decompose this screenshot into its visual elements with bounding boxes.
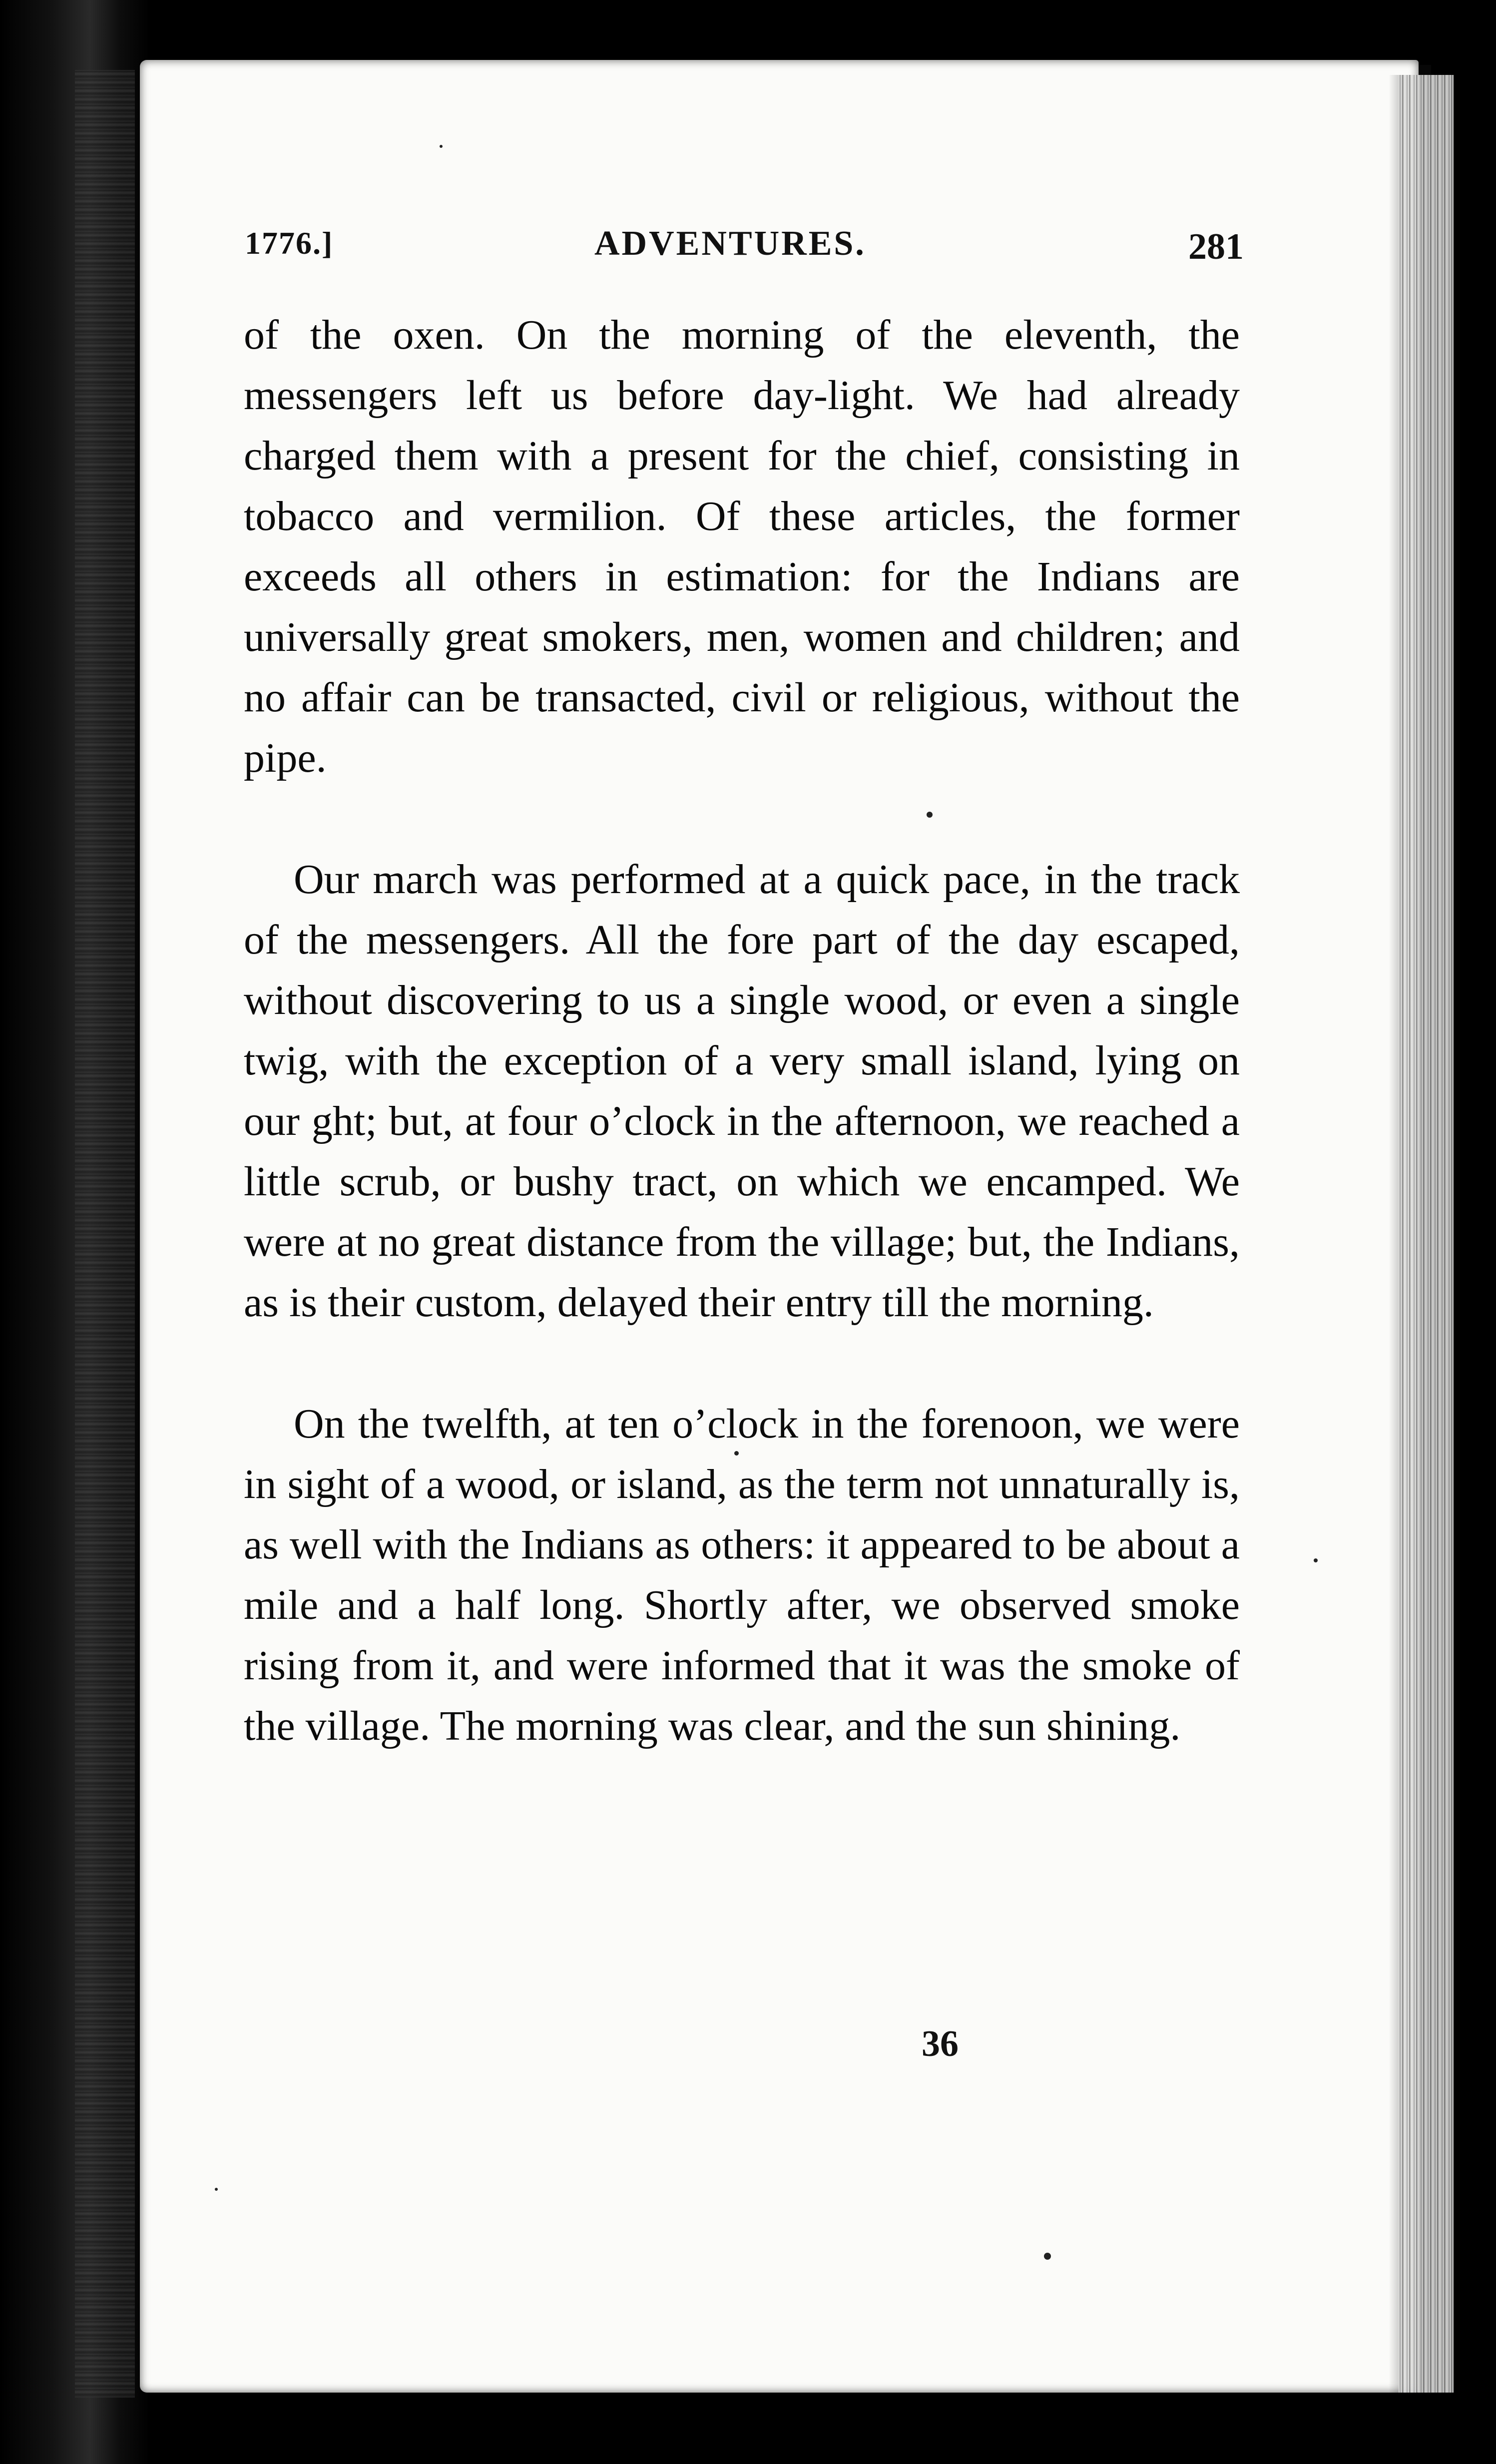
scan-border-bottom xyxy=(0,2394,1496,2464)
signature-mark: 36 xyxy=(922,2023,959,2064)
page-body xyxy=(244,305,1240,1756)
paragraph-2: Our march was performed at a quick pace, in the track of the messengers. All the fore part of the day escaped, without discovering to us a single wood, or even a single twig, with the exception of a very small island, lying on our ght; but, at four o’clock in the afternoon, we reached a little scrub, or bushy tract, on which we encamped. We were at no great distance from the village; but, the Indians, as is their custom, delayed their entry till the morning. xyxy=(244,856,1240,1326)
page-number: 281 xyxy=(1188,226,1244,267)
paragraph-3: On the twelfth, at ten o’clock in the forenoon, we were in sight of a wood, or island, as the term not unnaturally is, as well with the Indians as others: it appeared to be about a mile and a half long. Shortly after, we observed smoke rising from it, and were informed that it was the smoke of the village. The morning was clear, and the sun shining. xyxy=(244,1401,1240,1749)
dust-speck xyxy=(215,2188,218,2191)
book-fore-edge xyxy=(1399,75,1454,2393)
running-head-title: ADVENTURES. xyxy=(594,224,866,263)
paragraph-1: of the oxen. On the morning of the eleventh, the messengers left us before day-light. We had already charged them with a present for the chief, consisting in tobacco and vermilion. Of these articles, the former exceeds all others in estimation: for the Indians are universally great smokers, men, women and children; and no affair can be transacted, civil or religious, without the pipe. xyxy=(244,312,1240,781)
scan-border-top xyxy=(0,0,1496,65)
dust-speck xyxy=(927,812,933,818)
dust-speck xyxy=(1314,1558,1318,1562)
book-spine-texture xyxy=(75,70,135,2398)
dust-speck xyxy=(1044,2253,1051,2260)
running-head-year: 1776.] xyxy=(245,225,334,261)
running-head xyxy=(245,220,1244,275)
dust-speck xyxy=(440,145,443,148)
dust-speck xyxy=(734,1451,739,1456)
